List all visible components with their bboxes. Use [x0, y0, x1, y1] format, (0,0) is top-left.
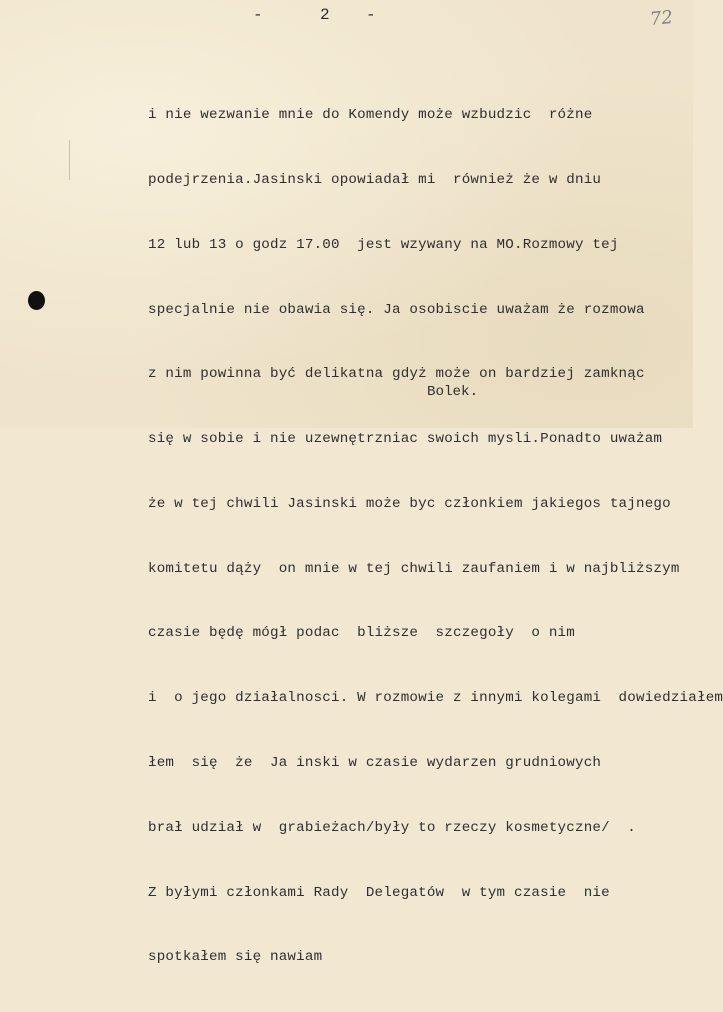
body-line: Z byłymi członkami Rady Delegatów w tym czasie nie [148, 884, 610, 901]
header-dash-left: - [253, 6, 263, 24]
body-line: czasie będę mógł podac bliższe szczegoły o nim [148, 625, 575, 642]
body-line: brał udział w grabieżach/były to rzeczy kosmetyczne/ . [148, 819, 636, 836]
header-dash-right: - [366, 6, 376, 24]
body-line: spotkałem się nawiam [148, 949, 323, 966]
body-line: 12 lub 13 o godz 17.00 jest wzywany na MO.Rozmowy tej [148, 236, 619, 253]
body-line: i o jego działalnosci. W rozmowie z innymi kolegami dowiedziałem [148, 690, 723, 707]
signature: Bolek. [427, 384, 479, 400]
body-line: łem się że Ja inski w czasie wydarzen grudniowych [148, 755, 602, 771]
body-line: podejrzenia.Jasinski opowiadał mi również że w dniu [148, 171, 602, 188]
body-line: że w tej chwili Jasinski może byc członkiem jakiegos tajnego [148, 495, 671, 512]
paper-fold-mark [69, 140, 70, 180]
body-line: się w sobie i nie uzewnętrzniac swoich mysli.Ponadto uważam [148, 431, 663, 448]
body-line: z nim powinna być delikatna gdyż może on bardziej zamknąc [148, 366, 645, 383]
punch-hole [28, 291, 45, 310]
typewritten-body [148, 62, 723, 1012]
body-line: specjalnie nie obawia się. Ja osobiscie uważam że rozmowa [148, 301, 645, 318]
page-header [0, 4, 693, 31]
page-number: 2 [320, 6, 330, 24]
body-line: i nie wezwanie mnie do Komendy może wzbudzic różne [148, 107, 593, 124]
handwritten-archive-number: 72 [649, 6, 675, 31]
body-line: komitetu dąży on mnie w tej chwili zaufaniem i w najbliższym [148, 560, 680, 577]
